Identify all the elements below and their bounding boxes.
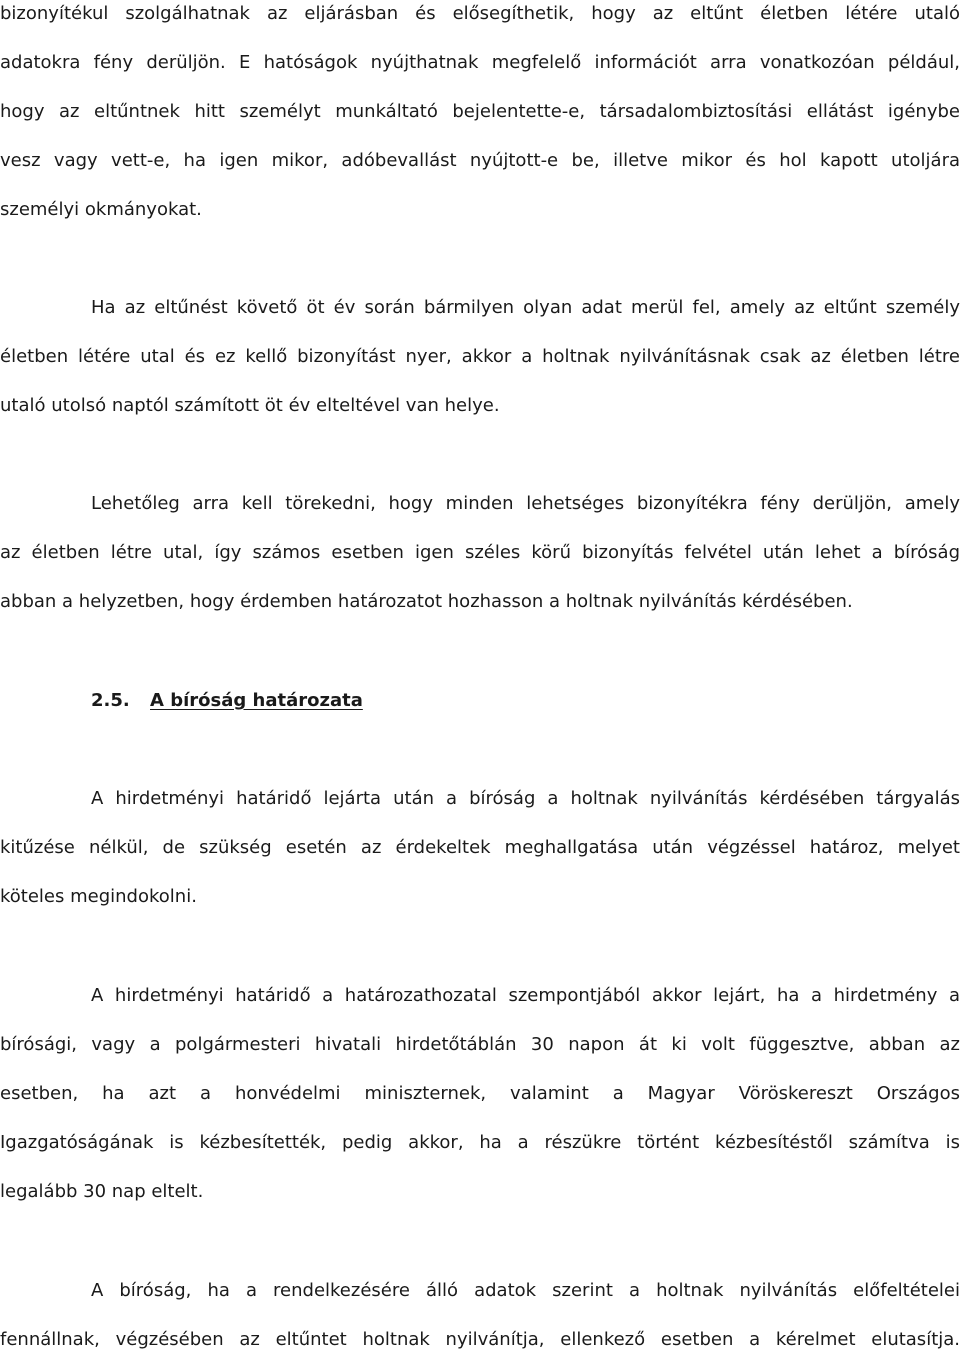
paragraph-3 (0, 479, 960, 626)
text-line: adatokra fény derüljön. E hatóságok nyújthatnak megfelelő információt arra vonatkozóan például, (0, 52, 960, 73)
text-line: kitűzése nélkül, de szükség esetén az érdekeltek meghallgatása után végzéssel határoz, melyet (0, 837, 960, 858)
text-line: legalább 30 nap eltelt. (0, 1181, 204, 1202)
paragraph-1 (0, 0, 960, 234)
text-line: személyi okmányokat. (0, 199, 202, 220)
paragraph-2 (0, 283, 960, 430)
text-line: esetben, ha azt a honvédelmi miniszternek, valamint a Magyar Vöröskereszt Országos (0, 1083, 960, 1104)
text-line: Igazgatóságának is kézbesítették, pedig akkor, ha a részükre történt kézbesítéstől számítva is (0, 1132, 960, 1153)
text-line: A hirdetményi határidő a határozathozatal szempontjából akkor lejárt, ha a hirdetmény a (91, 985, 960, 1006)
text-line: bírósági, vagy a polgármesteri hivatali hirdetőtáblán 30 napon át ki volt függesztve, abban az (0, 1034, 960, 1055)
section-number: 2.5. (91, 690, 130, 711)
text-line: utaló utolsó naptól számított öt év elteltével van helye. (0, 395, 500, 416)
text-line: Ha az eltűnést követő öt év során bármilyen olyan adat merül fel, amely az eltűnt személy (91, 297, 960, 318)
text-line: hogy az eltűntnek hitt személyt munkáltató bejelentette-e, társadalombiztosítási ellátást igénybe (0, 101, 960, 122)
text-line: A bíróság, ha a rendelkezésére álló adatok szerint a holtnak nyilvánítás előfeltételei (91, 1280, 960, 1301)
paragraph-4 (0, 774, 960, 921)
paragraph-6 (0, 1266, 960, 1364)
text-line: életben létére utal és ez kellő bizonyítást nyer, akkor a holtnak nyilvánításnak csak az életben létre (0, 346, 960, 367)
text-line: abban a helyzetben, hogy érdemben határozatot hozhasson a holtnak nyilvánítás kérdésében. (0, 591, 853, 612)
text-line: fennállnak, végzésében az eltűntet holtnak nyilvánítja, ellenkező esetben a kérelmet elutasítja. (0, 1329, 960, 1350)
text-line: köteles megindokolni. (0, 886, 197, 907)
text-line: az életben létre utal, így számos esetben igen széles körű bizonyítás felvétel után lehet a bíróság (0, 542, 960, 563)
text-line: A hirdetményi határidő lejárta után a bíróság a holtnak nyilvánítás kérdésében tárgyalás (91, 788, 960, 809)
text-line: bizonyítékul szolgálhatnak az eljárásban és elősegíthetik, hogy az eltűnt életben létére utaló (0, 3, 960, 24)
section-heading (91, 676, 363, 725)
paragraph-5 (0, 971, 960, 1216)
text-line: vesz vagy vett-e, ha igen mikor, adóbevallást nyújtott-e be, illetve mikor és hol kapott utoljára (0, 150, 960, 171)
text-line: Lehetőleg arra kell törekedni, hogy minden lehetséges bizonyítékra fény derüljön, amely (91, 493, 960, 514)
section-title: A bíróság határozata (150, 690, 363, 711)
